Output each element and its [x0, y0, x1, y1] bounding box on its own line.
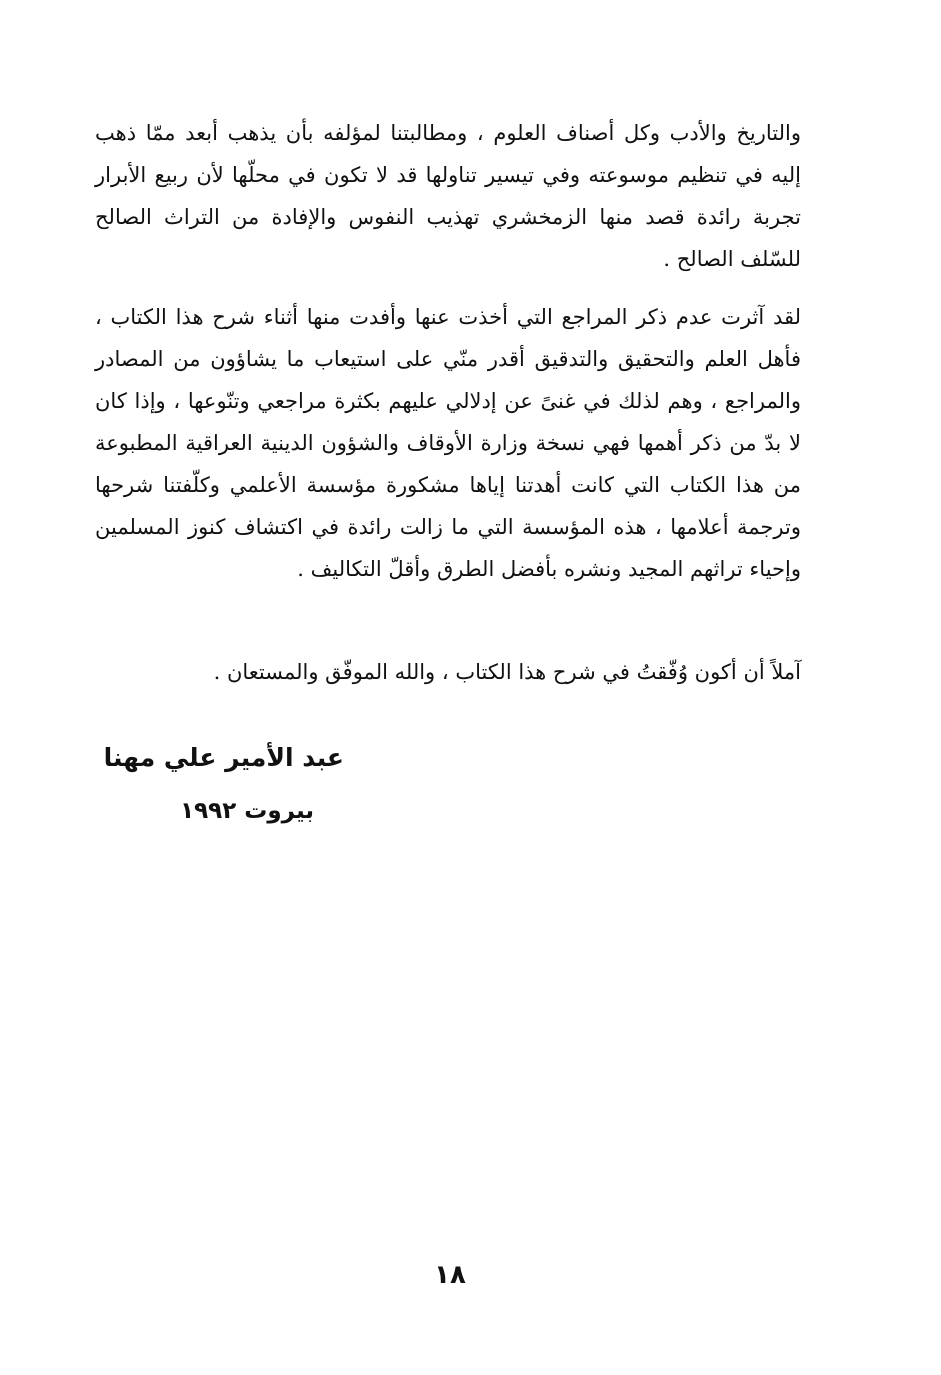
paragraph-3: آملاً أن أكون وُفّقتُ في شرح هذا الكتاب ، والله الموفّق والمستعان . [213, 660, 801, 684]
author-signature-name: عبد الأمير علي مهنا [103, 743, 344, 772]
signature-place-year: بيروت ١٩٩٢ [180, 798, 314, 824]
paragraph-1: والتاريخ والأدب وكل أصناف العلوم ، ومطالبتنا لمؤلفه بأن يذهب أبعد ممّا ذهب إليه في تنظيم موسوعته وفي تيسير تناولها قد لا تكون في محلّها لأن ربيع الأبرار تجربة رائدة قصد منها الزمخشري تهذيب النفوس والإفادة من التراث الصالح للسّلف الصالح . [95, 121, 801, 271]
paragraph-2: لقد آثرت عدم ذكر المراجع التي أخذت عنها وأفدت منها أثناء شرح هذا الكتاب ، فأهل العلم والتحقيق والتدقيق أقدر منّي على استيعاب ما يشاؤون من المصادر والمراجع ، وهم لذلك في غنىً عن إدلالي عليهم بكثرة مراجعي وتنّوعها ، وإذا كان لا بدّ من ذكر أهمها فهي نسخة وزارة الأوقاف والشؤون الدينية العراقية المطبوعة من هذا الكتاب التي كانت أهدتنا إياها مشكورة مؤسسة الأعلمي وكلّفتنا شرحها وترجمة أعلامها ، هذه المؤسسة التي ما زالت رائدة في اكتشاف كنوز المسلمين وإحياء تراثهم المجيد ونشره بأفضل الطرق وأقلّ التكاليف . [95, 305, 801, 581]
page-number: ١٨ [434, 1260, 466, 1290]
